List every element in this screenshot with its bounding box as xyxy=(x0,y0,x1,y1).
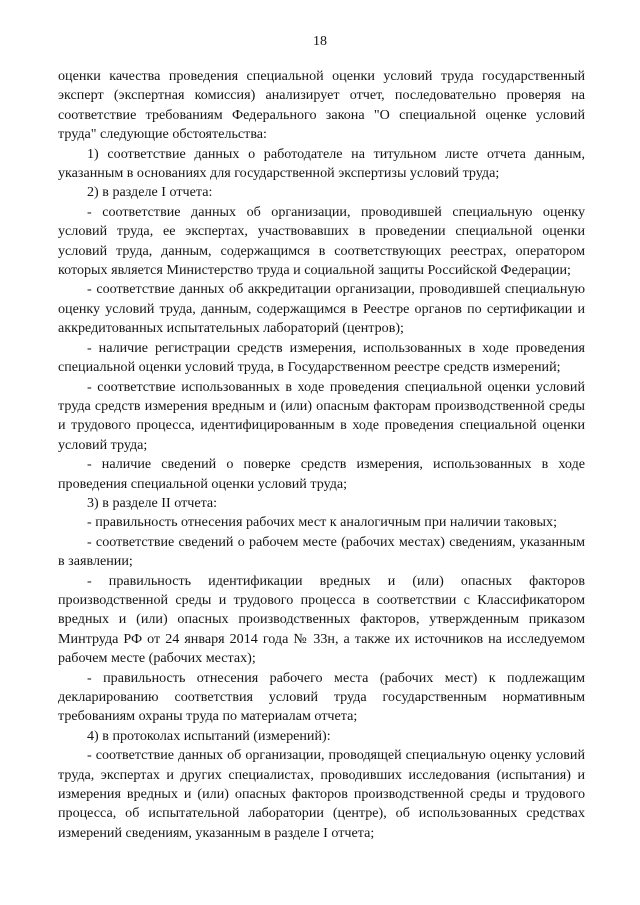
paragraph: - соответствие данных об организации, проводящей специальную оценку условий труда, экспертах и других специалистах, проводивших исследования (испытания) и измерения вредных и (или) опасных факторов производственной среды и трудового процесса, об испытательной лаборатории (центре), об использованных средствах измерений сведениям, указанным в разделе I отчета; xyxy=(58,747,585,841)
paragraph: - соответствие использованных в ходе проведения специальной оценки условий труда средств измерения вредным и (или) опасным факторам производственной среды и трудового процесса, идентифицированным в ходе проведения специальной оценки условий труда; xyxy=(58,378,585,453)
page-number: 18 xyxy=(313,34,327,49)
paragraph: оценки качества проведения специальной оценки условий труда государственный эксперт (экспертная комиссия) анализирует отчет, последовательно проверяя на соответствие требованиям Федерального закона "О специальной оценке условий труда" следующие обстоятельства: xyxy=(58,68,585,143)
paragraph: 3) в разделе II отчета: xyxy=(87,494,218,511)
paragraph: - соответствие данных об организации, проводившей специальную оценку условий труда, ее экспертах, участвовавших в проведении специальной оценки условий труда, данным, содержащимся в соответствующих реестрах, оператором которых является Министерство труда и социальной защиты Российской Федерации; xyxy=(58,203,585,279)
paragraph: - соответствие данных об аккредитации организации, проводившей специальную оценку условий труда, данным, содержащимся в Реестре органов по сертификации и аккредитованных испытательных лабораторий (центров); xyxy=(58,281,585,337)
document-body xyxy=(58,67,585,843)
paragraph: - правильность идентификации вредных и (или) опасных факторов производственной среды и трудового процесса в соответствии с Классификатором вредных и (или) опасных производственных факторов, утвержденным приказом Минтруда РФ от 24 января 2014 года № 33н, а также их источников на исследуемом рабочем месте (рабочих местах); xyxy=(58,572,585,667)
paragraph: 4) в протоколах испытаний (измерений): xyxy=(87,727,331,744)
paragraph: 1) соответствие данных о работодателе на титульном листе отчета данным, указанным в основаниях для государственной экспертизы условий труда; xyxy=(58,145,585,182)
paragraph: - правильность отнесения рабочих мест к аналогичным при наличии таковых; xyxy=(87,514,557,531)
paragraph: - соответствие сведений о рабочем месте (рабочих местах) сведениям, указанным в заявлении; xyxy=(58,533,585,570)
paragraph: - правильность отнесения рабочего места (рабочих мест) к подлежащим декларированию соответствия условий труда государственным нормативным требованиям охраны труда по материалам отчета; xyxy=(58,669,585,725)
paragraph: - наличие регистрации средств измерения, использованных в ходе проведения специальной оценки условий труда, в Государственном реестре средств измерений; xyxy=(58,339,585,376)
paragraph: 2) в разделе I отчета: xyxy=(87,184,213,201)
paragraph: - наличие сведений о поверке средств измерения, использованных в ходе проведения специальной оценки условий труда; xyxy=(58,456,585,492)
